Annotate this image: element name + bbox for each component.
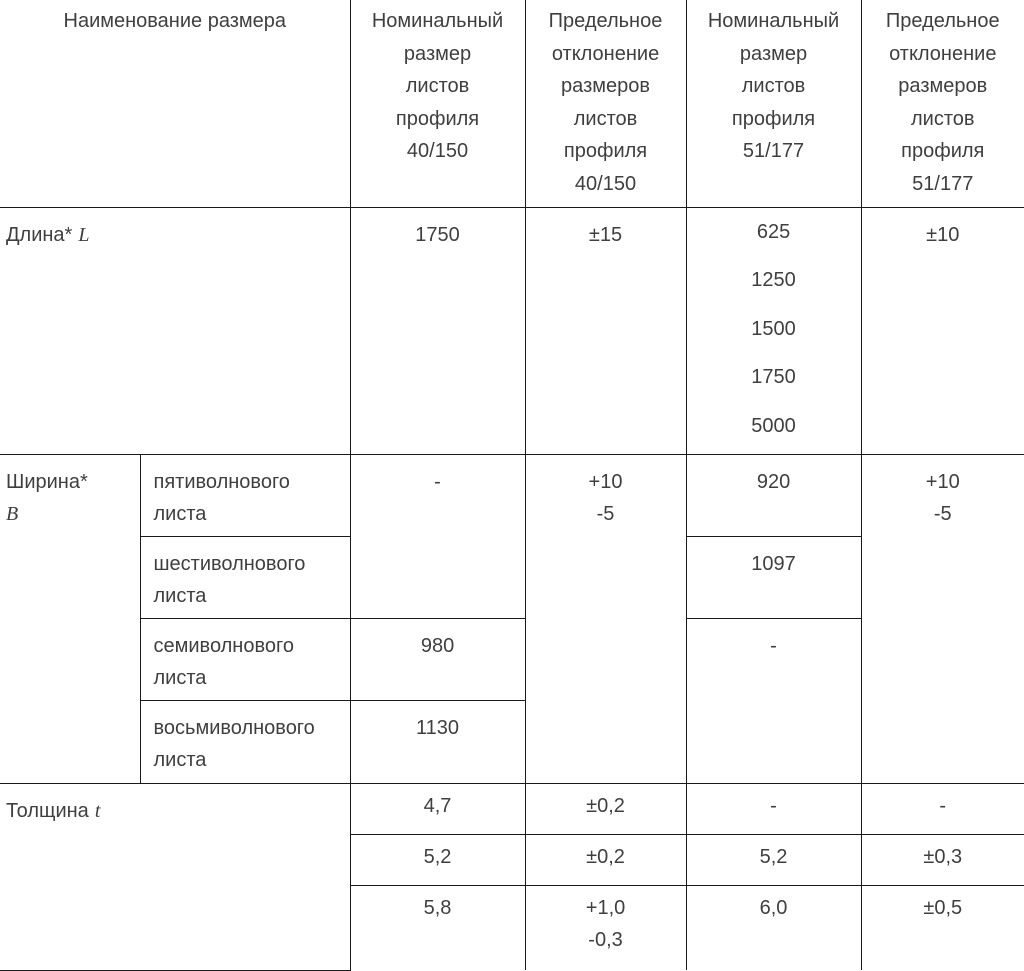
length-value: 1250 [751,269,796,291]
thickness-nominal-51: 6,0 [686,885,861,970]
header-deviation-51: Предельное отклонение размеров листов профиля 51/177 [861,0,1024,207]
width-row-1 [0,454,1024,536]
width-sub-6wave: шестиволнового листа [140,536,350,618]
thickness-nominal-40: 5,8 [350,885,525,970]
length-deviation-51: ±10 [861,207,1024,454]
length-value: 5000 [751,414,796,437]
width-label-cell [0,454,140,783]
thickness-nominal-51: - [686,783,861,834]
thickness-deviation-40: +1,0 -0,3 [525,885,686,970]
header-nominal-51: Номинальный размер листов профиля 51/177 [686,0,861,207]
thickness-nominal-40: 4,7 [350,783,525,834]
width-nominal-40-5-6wave: - [350,454,525,618]
length-deviation-40: ±15 [525,207,686,454]
length-value: 625 [756,220,791,243]
thickness-deviation-40: ±0,2 [525,834,686,885]
width-symbol: B [6,503,19,525]
length-label-cell [0,207,350,454]
header-deviation-40: Предельное отклонение размеров листов профиля 40/150 [525,0,686,207]
length-nominal-40: 1750 [350,207,525,454]
width-nominal-51-5wave: 920 [686,454,861,536]
thickness-symbol: t [94,799,101,822]
thickness-deviation-51: - [861,783,1024,834]
header-nominal-40: Номинальный размер листов профиля 40/150 [350,0,525,207]
width-deviation-51: +10 -5 [861,454,1024,783]
length-nominal-51 [686,207,861,454]
header-size-name: Наименование размера [0,0,350,207]
width-nominal-51-6wave: 1097 [686,536,861,618]
header-row [0,0,1024,207]
width-nominal-40-8wave: 1130 [350,700,525,783]
thickness-label: Толщина [6,799,89,822]
thickness-nominal-51: 5,2 [686,834,861,885]
length-value: 1500 [751,317,796,340]
thickness-deviation-51: ±0,3 [861,834,1024,885]
width-sub-8wave: восьмиволнового листа [140,700,350,783]
width-sub-7wave: семиволнового листа [140,618,350,700]
length-value: 1750 [751,366,796,388]
thickness-deviation-51: ±0,5 [861,885,1024,970]
width-nominal-40-7wave: 980 [350,618,525,700]
width-nominal-51-7-8wave: - [686,618,861,783]
length-row [0,207,1024,454]
thickness-row-1 [0,783,1024,834]
thickness-deviation-40: ±0,2 [525,783,686,834]
width-deviation-40: +10 -5 [525,454,686,783]
length-symbol: L [78,223,90,246]
width-label: Ширина* [6,470,88,493]
width-sub-5wave: пятиволнового листа [140,454,350,536]
thickness-nominal-40: 5,2 [350,834,525,885]
length-label: Длина* [6,223,73,246]
thickness-label-cell [0,783,350,970]
